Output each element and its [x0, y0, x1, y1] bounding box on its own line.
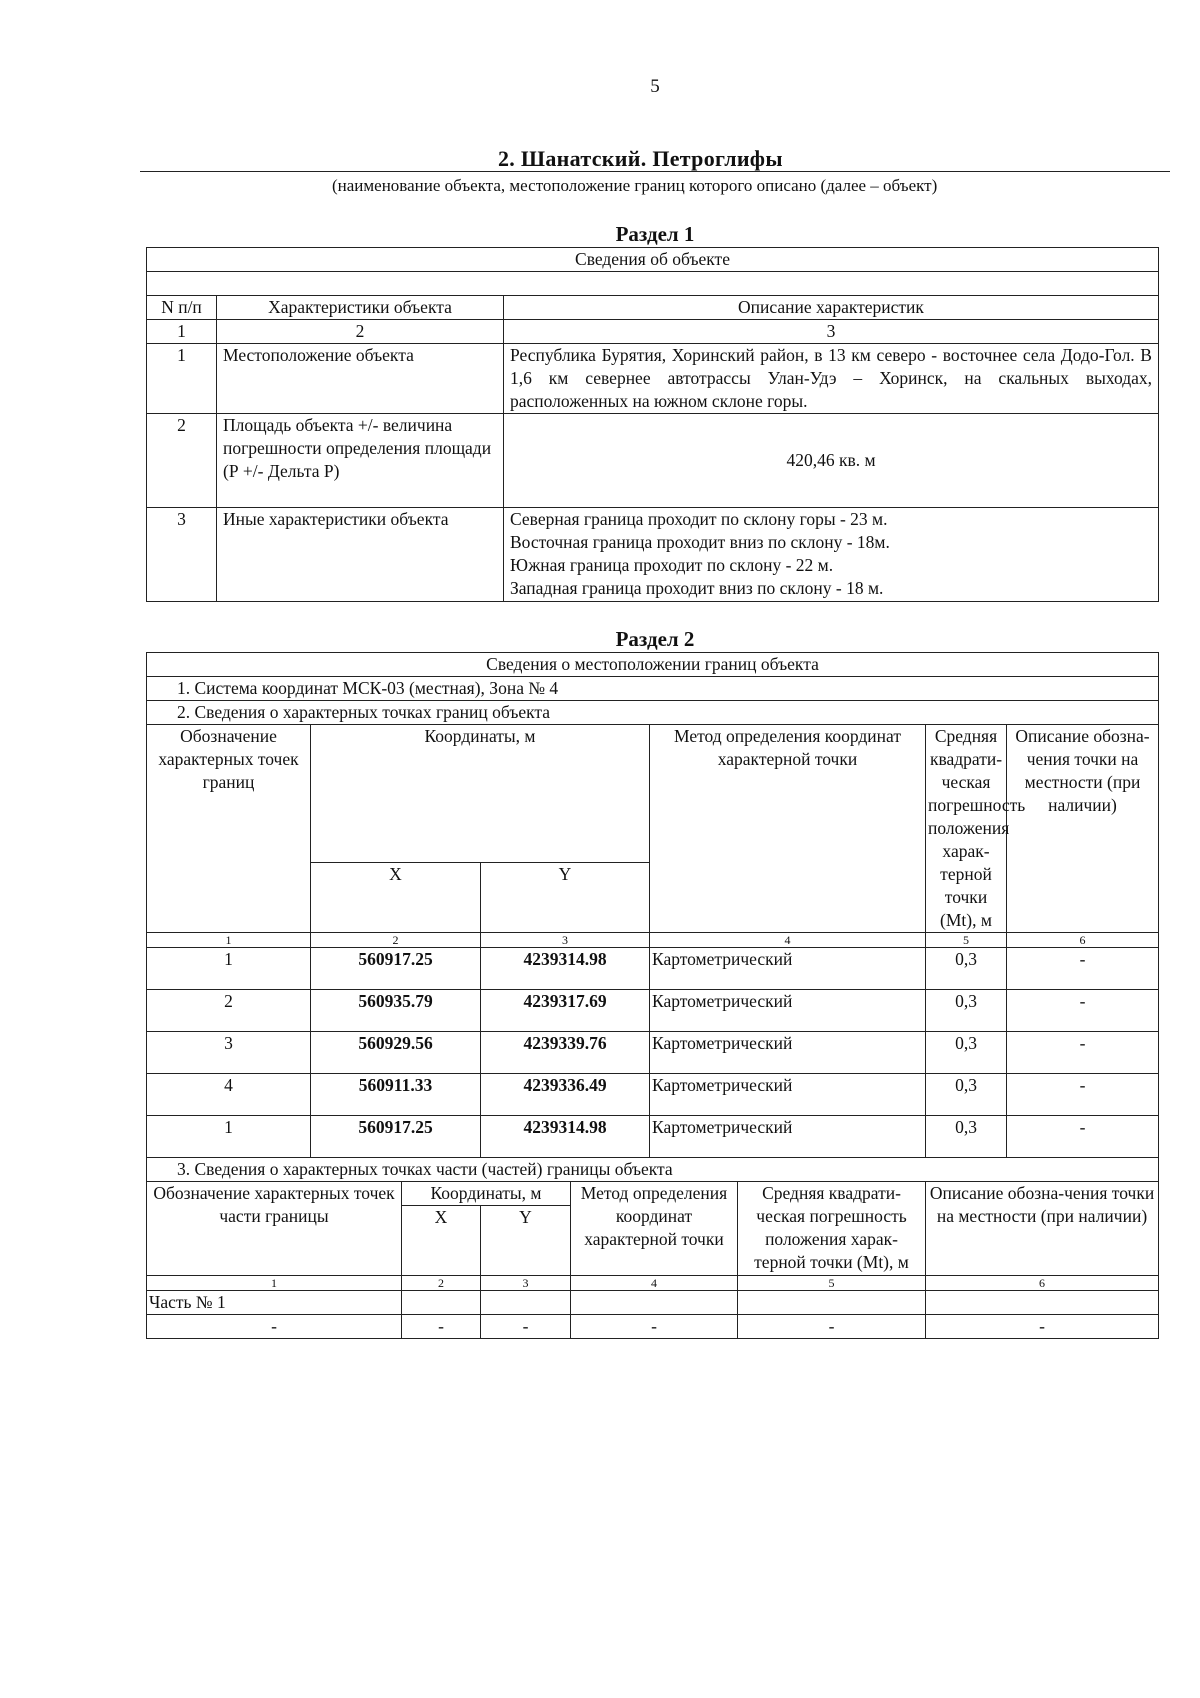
point-id: 3 [147, 1032, 311, 1074]
point-error: 0,3 [926, 1074, 1007, 1116]
col-number: 4 [650, 933, 926, 948]
point-desc: - [1007, 990, 1159, 1032]
row-value: Республика Бурятия, Хоринский район, в 13 км северо - восточнее села Додо-Гол. В 1,6 км севернее автотрассы Улан-Удэ – Хоринск, на скальных выходах, расположенных на южном склоне горы. [504, 344, 1159, 414]
col-number: 1 [147, 320, 217, 344]
row-value: 420,46 кв. м [504, 414, 1159, 508]
value-line: Восточная граница проходит вниз по склону - 18м. [510, 532, 890, 552]
point-error: 0,3 [926, 1032, 1007, 1074]
table-row [147, 990, 1159, 1032]
table-row [147, 1315, 1159, 1339]
header-coords: Координаты, м [311, 725, 650, 863]
row-name: Местоположение объекта [217, 344, 504, 414]
part-cell: - [738, 1315, 926, 1339]
point-desc: - [1007, 948, 1159, 990]
point-method: Картометрический [650, 990, 926, 1032]
col-number: 2 [217, 320, 504, 344]
object-caption: (наименование объекта, местоположение границ которого описано (далее – объект) [332, 176, 938, 195]
part-cell: - [402, 1315, 481, 1339]
header-characteristics: Характеристики объекта [217, 296, 504, 320]
col-number: 5 [926, 933, 1007, 948]
section2-title: Сведения о местоположении границ объекта [147, 653, 1159, 677]
value-line: Южная граница проходит по склону - 22 м. [510, 555, 834, 575]
table-row [147, 1116, 1159, 1158]
parts-header-designation: Обозначение характерных точек части границы [147, 1182, 402, 1276]
col-number: 6 [926, 1276, 1159, 1291]
col-number: 4 [571, 1276, 738, 1291]
header-y: Y [481, 863, 650, 933]
empty-row [147, 272, 1159, 296]
empty-cell [402, 1291, 481, 1315]
point-desc: - [1007, 1074, 1159, 1116]
col-number: 3 [504, 320, 1159, 344]
point-method: Картометрический [650, 1032, 926, 1074]
col-number: 1 [147, 1276, 402, 1291]
point-method: Картометрический [650, 1074, 926, 1116]
section2-heading: Раздел 2 [615, 627, 695, 651]
point-x: 560935.79 [311, 990, 481, 1032]
row-num: 2 [147, 414, 217, 508]
value-line: Западная граница проходит вниз по склону - 18 м. [510, 578, 884, 598]
col-number: 2 [402, 1276, 481, 1291]
col-number: 3 [481, 1276, 571, 1291]
point-desc: - [1007, 1032, 1159, 1074]
point-error: 0,3 [926, 990, 1007, 1032]
row-num: 1 [147, 344, 217, 414]
part-label: Часть № 1 [147, 1291, 402, 1315]
empty-cell [481, 1291, 571, 1315]
point-desc: - [1007, 1116, 1159, 1158]
section1-heading: Раздел 1 [615, 222, 695, 246]
section1-title: Сведения об объекте [147, 248, 1159, 272]
point-method: Картометрический [650, 948, 926, 990]
point-error: 0,3 [926, 1116, 1007, 1158]
point-method: Картометрический [650, 1116, 926, 1158]
coord-system: 1. Система координат МСК-03 (местная), Зона № 4 [147, 677, 1159, 701]
parts-header-y: Y [481, 1206, 571, 1276]
point-id: 4 [147, 1074, 311, 1116]
point-id: 1 [147, 1116, 311, 1158]
header-description: Описание характеристик [504, 296, 1159, 320]
header-designation: Обозначение характерных точек границ [147, 725, 311, 933]
page-number: 5 [650, 76, 660, 97]
header-num: N п/п [147, 296, 217, 320]
col-number: 1 [147, 933, 311, 948]
empty-cell [738, 1291, 926, 1315]
table-row [147, 1032, 1159, 1074]
parts-title: 3. Сведения о характерных точках части (частей) границы объекта [147, 1158, 1159, 1182]
part-cell: - [481, 1315, 571, 1339]
row-value [504, 508, 1159, 602]
point-error: 0,3 [926, 948, 1007, 990]
empty-cell [571, 1291, 738, 1315]
part-cell: - [571, 1315, 738, 1339]
point-x: 560917.25 [311, 1116, 481, 1158]
value-line: Северная граница проходит по склону горы - 23 м. [510, 509, 888, 529]
row-name: Площадь объекта +/- величина погрешности определения площади (Р +/- Дельта Р) [217, 414, 504, 508]
parts-header-x: X [402, 1206, 481, 1276]
point-y: 4239336.49 [481, 1074, 650, 1116]
col-number: 3 [481, 933, 650, 948]
header-method: Метод определения координат характерной точки [650, 725, 926, 933]
row-num: 3 [147, 508, 217, 602]
header-x: X [311, 863, 481, 933]
header-description: Описание обозна-чения точки на местности (при наличии) [1007, 725, 1159, 933]
boundary-table [146, 652, 1159, 1339]
table-row [147, 1074, 1159, 1116]
point-x: 560929.56 [311, 1032, 481, 1074]
point-y: 4239314.98 [481, 1116, 650, 1158]
point-x: 560917.25 [311, 948, 481, 990]
object-title: 2. Шанатский. Петроглифы [498, 146, 783, 171]
part-cell: - [926, 1315, 1159, 1339]
parts-header-error: Средняя квадрати-ческая погрешность положения харак-терной точки (Mt), м [738, 1182, 926, 1276]
table-row [147, 948, 1159, 990]
col-number: 2 [311, 933, 481, 948]
point-y: 4239339.76 [481, 1032, 650, 1074]
header-error: Средняя квадрати-ческая погрешность положения харак-терной точки (Mt), м [926, 725, 1007, 933]
object-info-table [146, 247, 1159, 602]
col-number: 5 [738, 1276, 926, 1291]
point-x: 560911.33 [311, 1074, 481, 1116]
part-cell: - [147, 1315, 402, 1339]
point-y: 4239314.98 [481, 948, 650, 990]
col-number: 6 [1007, 933, 1159, 948]
point-id: 1 [147, 948, 311, 990]
points-title: 2. Сведения о характерных точках границ объекта [147, 701, 1159, 725]
parts-header-description: Описание обозна-чения точки на местности (при наличии) [926, 1182, 1159, 1276]
title-underline [140, 171, 1170, 172]
point-y: 4239317.69 [481, 990, 650, 1032]
empty-cell [926, 1291, 1159, 1315]
point-id: 2 [147, 990, 311, 1032]
parts-header-method: Метод определения координат характерной точки [571, 1182, 738, 1276]
parts-header-coords: Координаты, м [402, 1182, 571, 1206]
row-name: Иные характеристики объекта [217, 508, 504, 602]
